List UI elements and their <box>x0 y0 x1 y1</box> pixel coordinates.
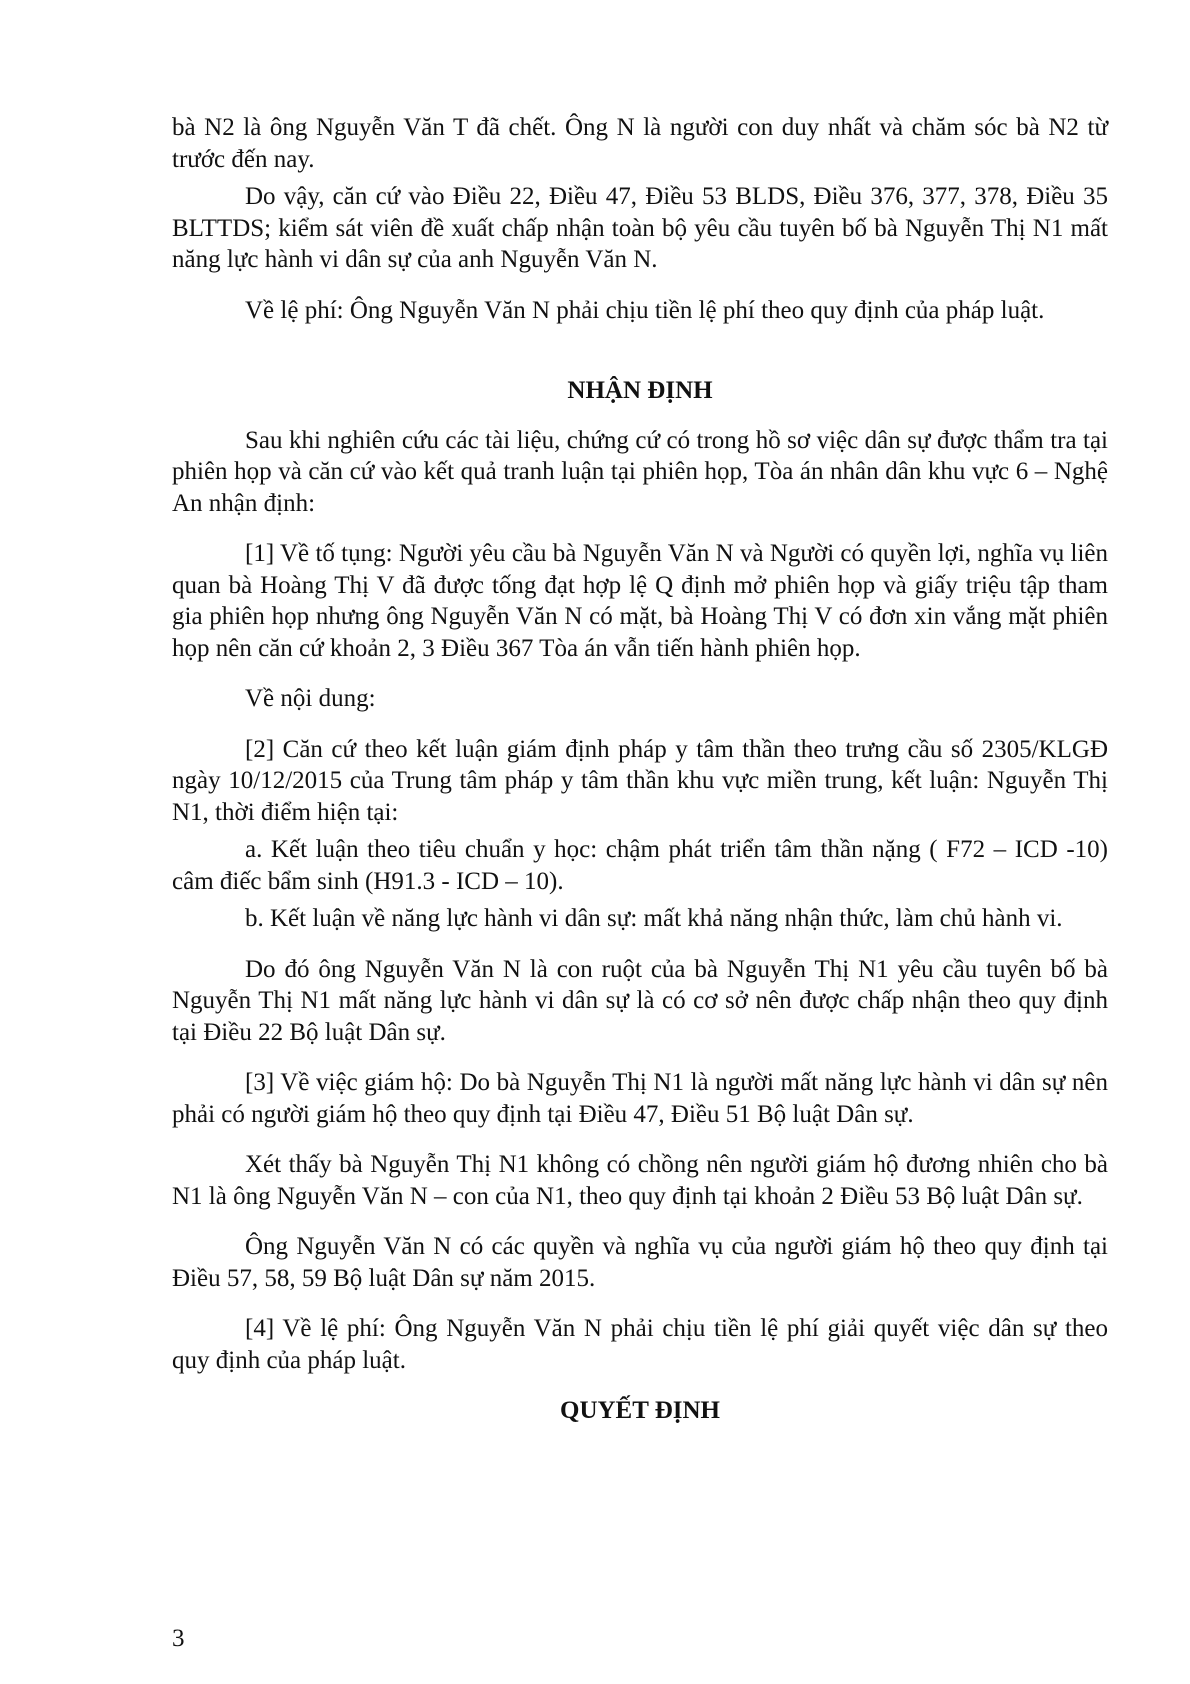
paragraph-capacity-conclusion: b. Kết luận về năng lực hành vi dân sự: mất khả năng nhận thức, làm chủ hành vi. <box>245 905 1063 932</box>
paragraph-guardian-rights: Ông Nguyễn Văn N có các quyền và nghĩa vụ của người giám hộ theo quy định tại Điều 57, 58, 59 Bộ luật Dân sự năm 2015. <box>172 1233 1108 1292</box>
paragraph-guardian-appointment: Xét thấy bà Nguyễn Thị N1 không có chồng nên người giám hộ đương nhiên cho bà N1 là ông Nguyễn Văn N – con của N1, theo quy định tại khoản 2 Điều 53 Bộ luật Dân sự. <box>172 1151 1108 1210</box>
paragraph-accept-request: Do đó ông Nguyễn Văn N là con ruột của bà Nguyễn Thị N1 yêu cầu tuyên bố bà Nguyễn Thị N1 mất năng lực hành vi dân sự là có cơ sở nên được chấp nhận theo quy định tại Điều 22 Bộ luật Dân sự. <box>172 955 1108 1046</box>
paragraph-continuation: bà N2 là ông Nguyễn Văn T đã chết. Ông N là người con duy nhất và chăm sóc bà N2 từ trước đến nay. <box>172 114 1108 173</box>
paragraph-medical-conclusion: a. Kết luận theo tiêu chuẩn y học: chậm phát triển tâm thần nặng ( F72 – ICD -10) câm điếc bẩm sinh (H91.3 - ICD – 10). <box>172 836 1108 895</box>
paragraph-assessment: [2] Căn cứ theo kết luận giám định pháp y tâm thần theo trưng cầu số 2305/KLGĐ ngày 10/12/2015 của Trung tâm pháp y tâm thần khu vực miền trung, kết luận: Nguyễn Thị N1, thời điểm hiện tại: <box>172 735 1108 826</box>
paragraph-guardianship: [3] Về việc giám hộ: Do bà Nguyễn Thị N1 là người mất năng lực hành vi dân sự nên phải có người giám hộ theo quy định tại Điều 47, Điều 51 Bộ luật Dân sự. <box>172 1069 1108 1128</box>
paragraph-fee: [4] Về lệ phí: Ông Nguyễn Văn N phải chịu tiền lệ phí giải quyết việc dân sự theo quy định của pháp luật. <box>172 1315 1108 1374</box>
section-heading-quyet-dinh: QUYẾT ĐỊNH <box>560 1397 720 1424</box>
paragraph-content-label: Về nội dung: <box>245 685 376 712</box>
paragraph-procedure: [1] Về tố tụng: Người yêu cầu bà Nguyễn Văn N và Người có quyền lợi, nghĩa vụ liên quan bà Hoàng Thị V đã được tống đạt hợp lệ Q định mở phiên họp và giấy triệu tập tham gia phiên họp nhưng ông Nguyễn Văn N có mặt, bà Hoàng Thị V có đơn xin vắng mặt phiên họp nên căn cứ khoản 2, 3 Điều 367 Tòa án vẫn tiến hành phiên họp. <box>172 540 1108 662</box>
page-number: 3 <box>172 1625 185 1652</box>
paragraph-fee-proposal: Về lệ phí: Ông Nguyễn Văn N phải chịu tiền lệ phí theo quy định của pháp luật. <box>245 296 1045 324</box>
paragraph-prosecutor-proposal: Do vậy, căn cứ vào Điều 22, Điều 47, Điều 53 BLDS, Điều 376, 377, 378, Điều 35 BLTTDS; kiểm sát viên đề xuất chấp nhận toàn bộ yêu cầu tuyên bố bà Nguyễn Thị N1 mất năng lực hành vi dân sự của anh Nguyễn Văn N. <box>172 183 1108 273</box>
section-heading-nhan-dinh: NHẬN ĐỊNH <box>567 377 713 404</box>
paragraph-intro: Sau khi nghiên cứu các tài liệu, chứng cứ có trong hồ sơ việc dân sự được thẩm tra tại phiên họp và căn cứ vào kết quả tranh luận tại phiên họp, Tòa án nhân dân khu vực 6 – Nghệ An nhận định: <box>172 426 1108 517</box>
